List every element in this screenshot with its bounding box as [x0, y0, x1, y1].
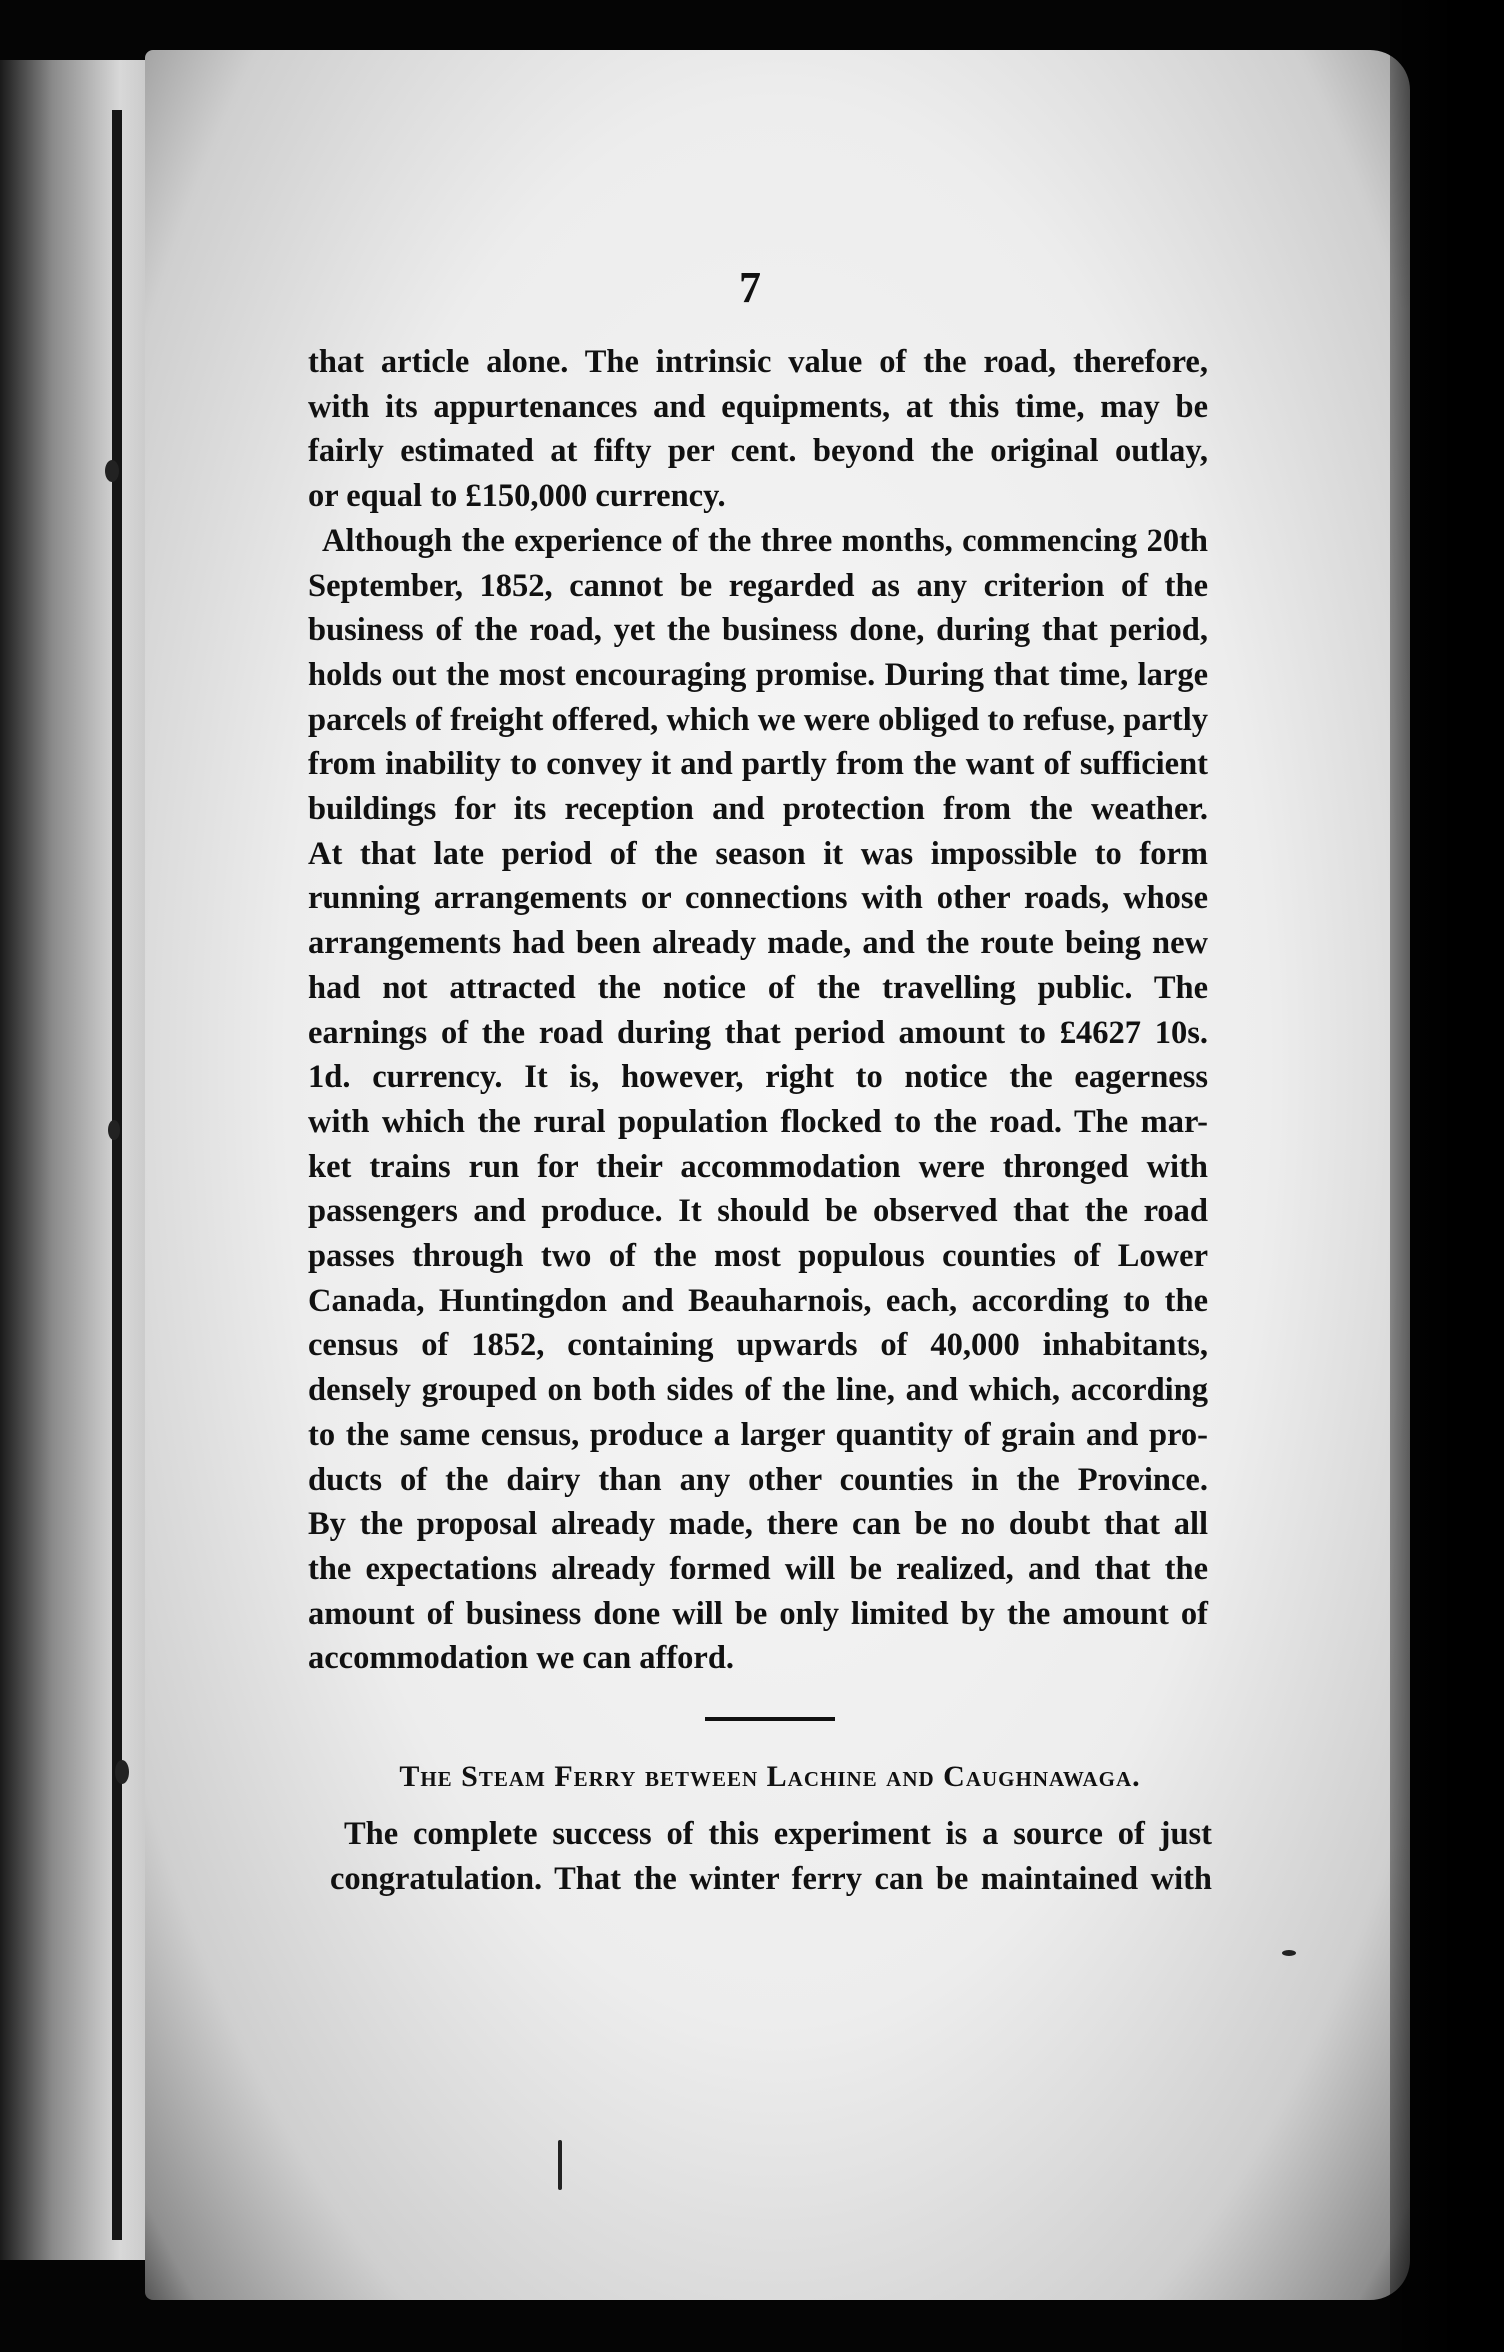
- text-line: running arrangements or connections with other roads, whose: [308, 880, 1208, 917]
- text-line: 1d. currency. It is, however, right to notice the eagerness: [308, 1059, 1208, 1096]
- text-line: census of 1852, containing upwards of 40,000 inhabitants,: [308, 1327, 1208, 1364]
- page-shadow: [1390, 0, 1504, 2352]
- text-line: September, 1852, cannot be regarded as any criterion of the: [308, 567, 1208, 604]
- text-line: parcels of freight offered, which we were obliged to refuse, partly: [308, 701, 1208, 738]
- text-line: from inability to convey it and partly from the want of sufficient: [308, 746, 1208, 783]
- text-line: amount of business done will be only limited by the amount of: [308, 1595, 1208, 1632]
- page-number: 7: [739, 263, 761, 312]
- ink-mark: [108, 1120, 120, 1140]
- text-line: or equal to £150,000 currency.: [308, 478, 726, 515]
- book-gutter: [112, 110, 122, 2240]
- text-line: earnings of the road during that period amount to £4627 10s.: [308, 1014, 1208, 1051]
- text-line: accommodation we can afford.: [308, 1640, 735, 1677]
- text-line: with its appurtenances and equipments, at this time, may be: [308, 388, 1208, 425]
- text-line: Canada, Huntingdon and Beauharnois, each, according to the: [308, 1282, 1208, 1319]
- paragraph-3: [330, 1812, 1212, 1901]
- section-heading: The Steam Ferry between Lachine and Caughnawaga.: [399, 1760, 1141, 1793]
- text-line: By the proposal already made, there can be no doubt that all: [308, 1506, 1208, 1543]
- text-line: densely grouped on both sides of the line, and which, according: [308, 1372, 1208, 1409]
- facing-page-edge: [0, 60, 150, 2260]
- paragraph-1: [308, 340, 1208, 519]
- text-line: with which the rural population flocked to the road. The mar-: [308, 1103, 1208, 1140]
- text-line: ket trains run for their accommodation were thronged with: [308, 1148, 1208, 1185]
- ink-mark: [105, 460, 119, 482]
- ink-mark: [1282, 1950, 1296, 1956]
- paragraph-2: [308, 519, 1208, 1681]
- ink-mark: [558, 2140, 562, 2190]
- text-line: Although the experience of the three months, commencing 20th: [322, 522, 1208, 559]
- ink-mark: [115, 1760, 129, 1784]
- text-line: passengers and produce. It should be observed that the road: [308, 1193, 1208, 1230]
- text-line: the expectations already formed will be realized, and that the: [308, 1550, 1208, 1587]
- text-line: buildings for its reception and protection from the weather.: [308, 791, 1208, 828]
- text-line: that article alone. The intrinsic value of the road, therefore,: [308, 344, 1208, 380]
- text-line: At that late period of the season it was impossible to form: [308, 835, 1208, 872]
- section-divider: [705, 1717, 835, 1721]
- body-text-top: [308, 340, 1208, 1681]
- text-line: ducts of the dairy than any other counties in the Province.: [308, 1461, 1208, 1498]
- text-line: holds out the most encouraging promise. During that time, large: [308, 656, 1208, 693]
- text-line: fairly estimated at fifty per cent. beyond the original outlay,: [308, 433, 1208, 470]
- text-line: business of the road, yet the business done, during that period,: [308, 612, 1208, 649]
- text-line: passes through two of the most populous counties of Lower: [308, 1238, 1208, 1275]
- text-line: to the same census, produce a larger quantity of grain and pro-: [308, 1416, 1208, 1453]
- text-line: arrangements had been already made, and the route being new: [308, 925, 1208, 962]
- text-line: The complete success of this experiment is a source of just: [344, 1816, 1212, 1852]
- text-line: had not attracted the notice of the travelling public. The: [308, 969, 1208, 1006]
- body-text-bottom: [330, 1812, 1212, 1901]
- text-line: congratulation. That the winter ferry can be maintained with: [330, 1860, 1212, 1897]
